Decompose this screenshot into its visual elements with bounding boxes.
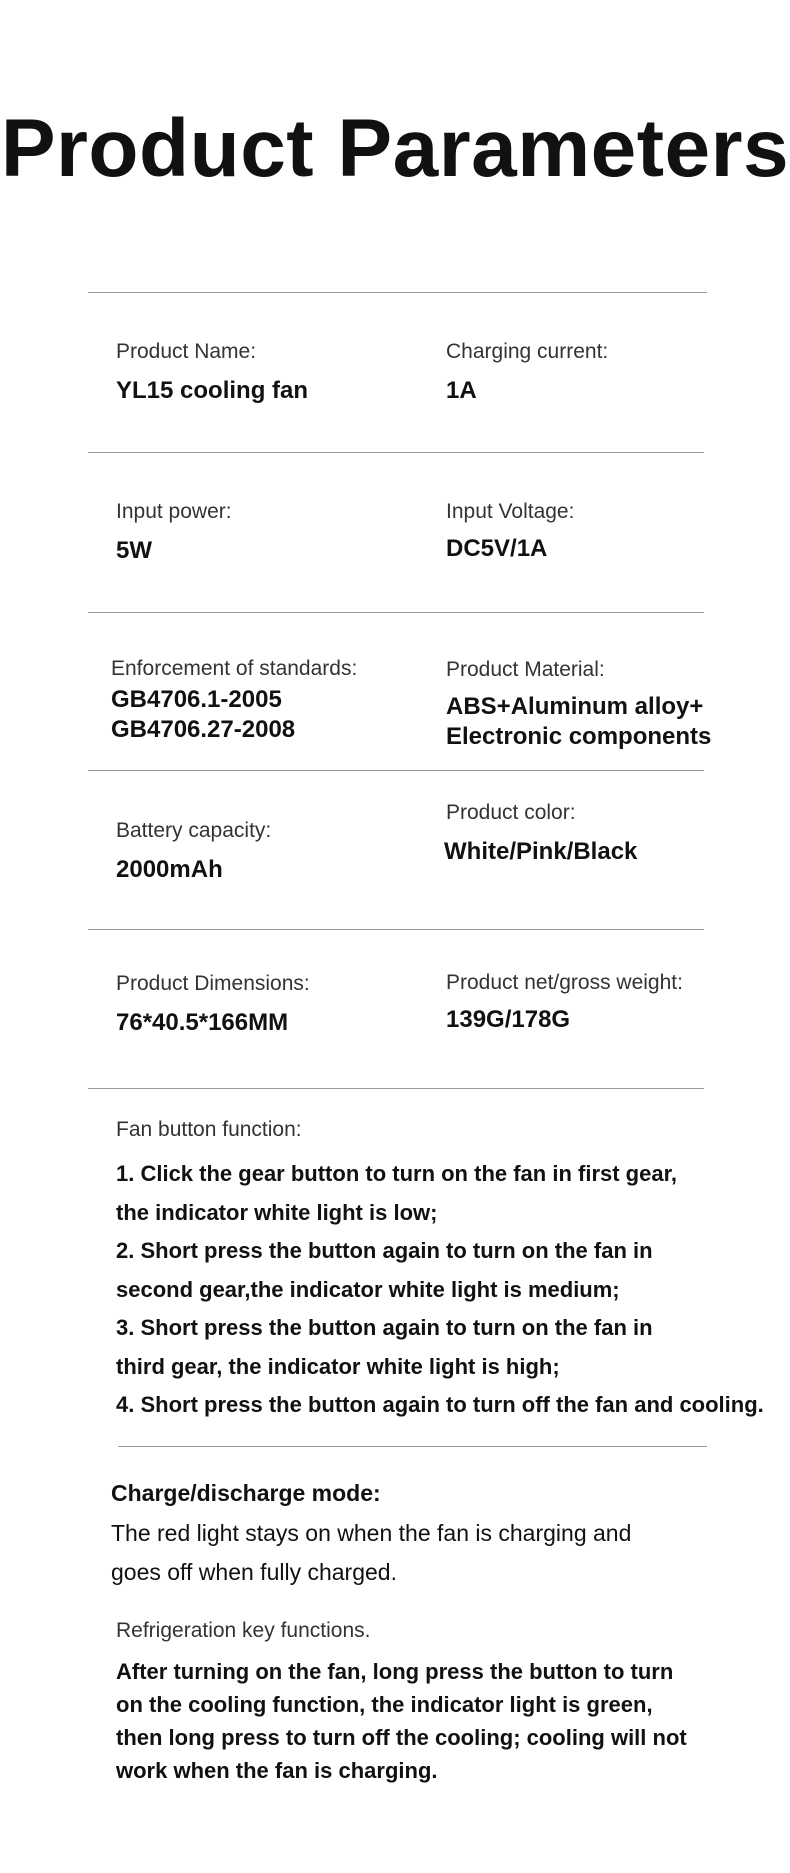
divider: [88, 612, 704, 613]
material-label: Product Material:: [446, 658, 605, 681]
battery-value: 2000mAh: [116, 856, 223, 883]
step-line: 4. Short press the button again to turn off the fan and cooling.: [116, 1392, 764, 1417]
charge-mode-title: Charge/discharge mode:: [111, 1480, 381, 1506]
fan-button-steps: [116, 1155, 764, 1425]
standards-label: Enforcement of standards:: [111, 657, 358, 680]
charging-current-label: Charging current:: [446, 340, 609, 363]
charge-mode-text: [111, 1514, 631, 1591]
battery-label: Battery capacity:: [116, 819, 272, 842]
color-value: White/Pink/Black: [444, 838, 638, 865]
divider: [88, 1088, 704, 1089]
charging-current-value: 1A: [446, 377, 477, 404]
refrigeration-line: on the cooling function, the indicator light is green,: [116, 1692, 653, 1717]
material-value: [446, 692, 711, 752]
standards-value: [111, 685, 295, 745]
divider: [118, 1446, 707, 1447]
material-line: ABS+Aluminum alloy+: [446, 693, 704, 720]
weight-value: 139G/178G: [446, 1006, 571, 1033]
product-name-value: YL15 cooling fan: [116, 377, 309, 404]
divider: [88, 770, 704, 771]
standards-line: GB4706.1-2005: [111, 686, 282, 713]
step-line: third gear, the indicator white light is high;: [116, 1353, 560, 1379]
charge-line: The red light stays on when the fan is charging and: [111, 1520, 632, 1546]
step-line: the indicator white light is low;: [116, 1199, 438, 1225]
product-name-label: Product Name:: [116, 340, 257, 363]
refrigeration-text: [116, 1655, 687, 1787]
input-voltage-label: Input Voltage:: [446, 500, 575, 523]
input-power-label: Input power:: [116, 500, 232, 523]
refrigeration-line: then long press to turn off the cooling; cooling will not: [116, 1725, 687, 1750]
divider: [88, 292, 707, 293]
input-voltage-value: DC5V/1A: [446, 535, 548, 562]
step-line: 2. Short press the button again to turn on the fan in: [116, 1238, 653, 1263]
standards-line: GB4706.27-2008: [111, 716, 296, 743]
step-line: 1. Click the gear button to turn on the fan in first gear,: [116, 1161, 678, 1186]
divider: [88, 452, 704, 453]
step-line: 3. Short press the button again to turn on the fan in: [116, 1315, 653, 1340]
dimensions-label: Product Dimensions:: [116, 972, 310, 995]
step-line: second gear,the indicator white light is medium;: [116, 1276, 620, 1302]
refrigeration-line: After turning on the fan, long press the button to turn: [116, 1659, 674, 1684]
material-line: Electronic components: [446, 723, 712, 750]
charge-line: goes off when fully charged.: [111, 1558, 397, 1585]
page-title: Product Parameters: [0, 103, 790, 194]
input-power-value: 5W: [116, 537, 152, 564]
fan-button-label: Fan button function:: [116, 1118, 302, 1141]
divider: [88, 929, 704, 930]
refrigeration-label: Refrigeration key functions.: [116, 1619, 371, 1642]
dimensions-value: 76*40.5*166MM: [116, 1009, 289, 1036]
refrigeration-line: work when the fan is charging.: [116, 1758, 438, 1783]
color-label: Product color:: [446, 801, 576, 824]
weight-label: Product net/gross weight:: [446, 971, 683, 994]
